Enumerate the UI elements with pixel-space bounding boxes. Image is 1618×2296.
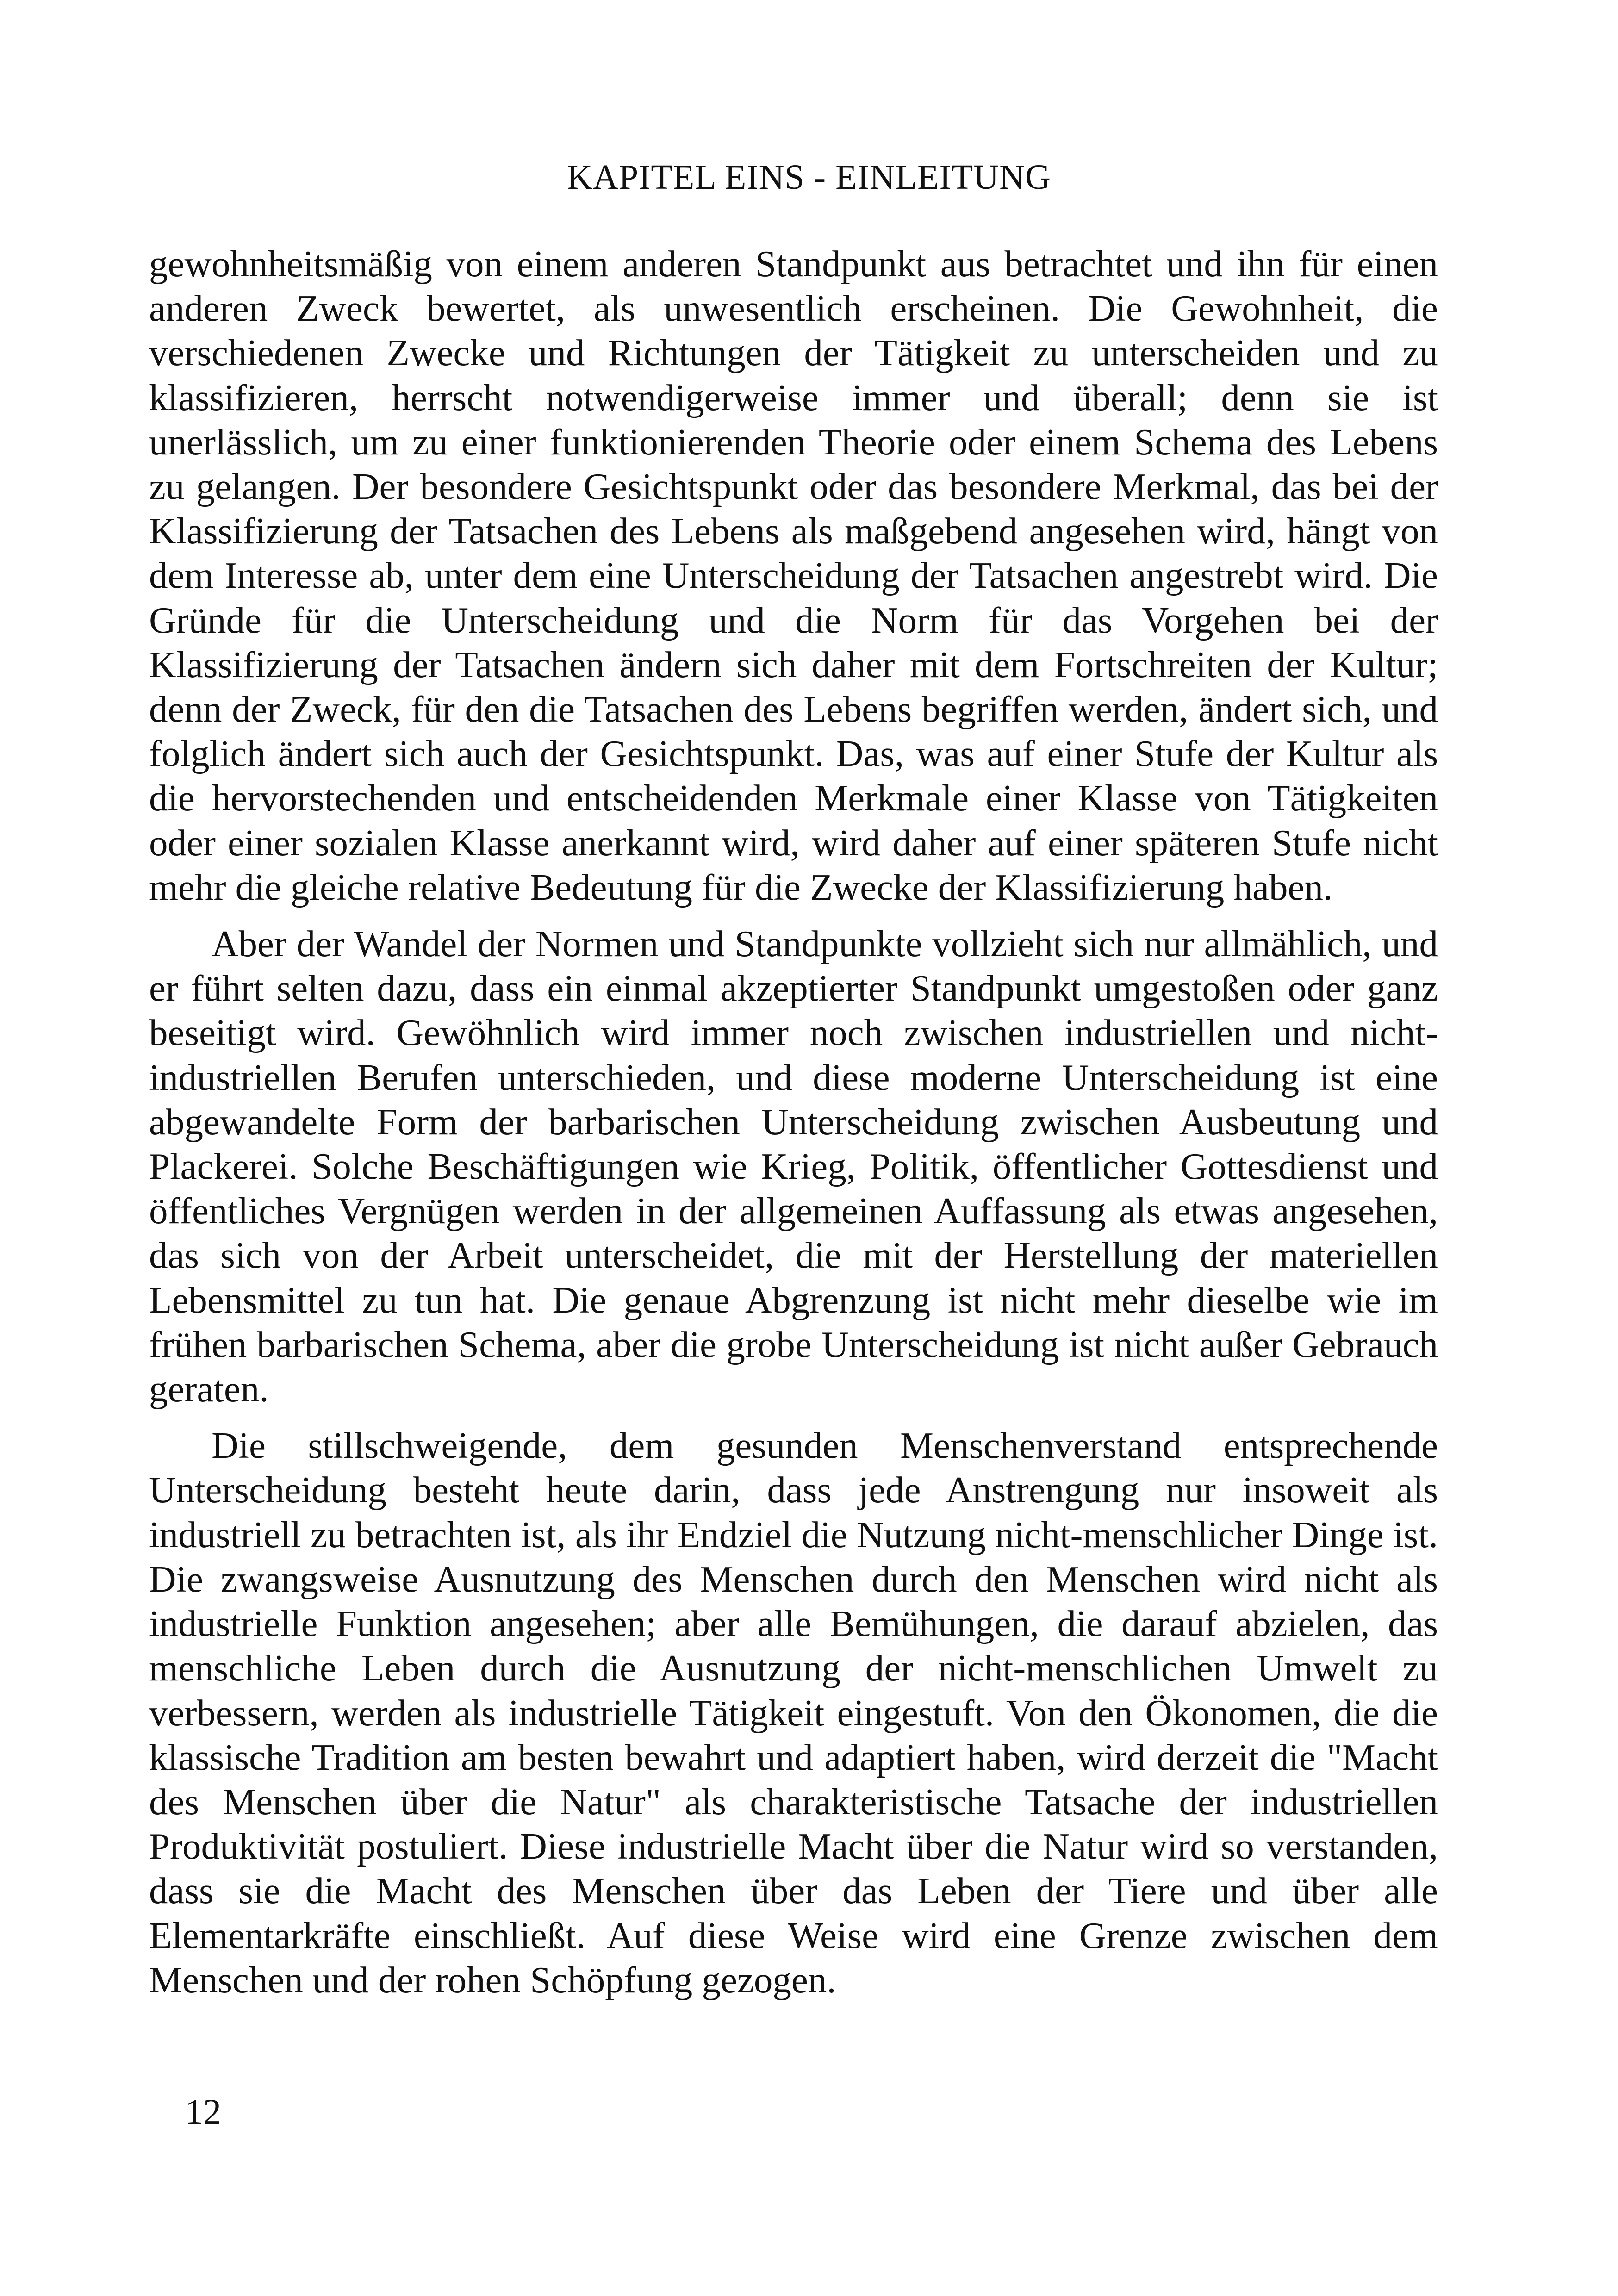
- paragraph-norm-change: Aber der Wandel der Normen und Standpunkte vollzieht sich nur allmählich, und er führt selten dazu, dass ein einmal akzeptierter Standpunkt umgestoßen oder ganz beseitigt wird. Gewöhnlich wird immer noch zwischen industriellen und nicht-industriellen Berufen unterschieden, und diese moderne Unterscheidung ist eine abgewandelte Form der barbarischen Unterscheidung zwischen Ausbeutung und Plackerei. Solche Beschäftigungen wie Krieg, Politik, öffentlicher Gottesdienst und öffentliches Vergnügen werden in der allgemeinen Auffassung als etwas angesehen, das sich von der Arbeit unterscheidet, die mit der Herstellung der materiellen Lebensmittel zu tun hat. Die genaue Abgrenzung ist nicht mehr dieselbe wie im frühen barbarischen Schema, aber die grobe Unterscheidung ist nicht außer Gebrauch geraten.: [149, 923, 1438, 1410]
- page-number: 12: [185, 2091, 221, 2132]
- body-text: [149, 242, 1438, 2002]
- paragraph-continuation: gewohnheitsmäßig von einem anderen Standpunkt aus betrachtet und ihn für einen anderen Zweck bewertet, als unwesentlich erscheinen. Die Gewohnheit, die verschiedenen Zwecke und Richtungen der Tätigkeit zu unterscheiden und zu klassifizieren, herrscht notwendigerweise immer und überall; denn sie ist unerlässlich, um zu einer funktionierenden Theorie oder einem Schema des Lebens zu gelangen. Der besondere Gesichtspunkt oder das besondere Merkmal, das bei der Klassifizierung der Tatsachen des Lebens als maßgebend angesehen wird, hängt von dem Interesse ab, unter dem eine Unterscheidung der Tatsachen angestrebt wird. Die Gründe für die Unterscheidung und die Norm für das Vorgehen bei der Klassifizierung der Tatsachen ändern sich daher mit dem Fortschreiten der Kultur; denn der Zweck, für den die Tatsachen des Lebens begriffen werden, ändert sich, und folglich ändert sich auch der Gesichtspunkt. Das, was auf einer Stufe der Kultur als die hervorstechenden und entscheidenden Merkmale einer Klasse von Tätigkeiten oder einer sozialen Klasse anerkannt wird, wird daher auf einer späteren Stufe nicht mehr die gleiche relative Bedeutung für die Zwecke der Klassifizierung haben.: [149, 243, 1438, 908]
- paragraph-industrial-distinction: Die stillschweigende, dem gesunden Menschenverstand entsprechende Unterscheidung besteht heute darin, dass jede Anstrengung nur insoweit als industriell zu betrachten ist, als ihr Endziel die Nutzung nicht-menschlicher Dinge ist. Die zwangsweise Ausnutzung des Menschen durch den Menschen wird nicht als industrielle Funktion angesehen; aber alle Bemühungen, die darauf abzielen, das menschliche Leben durch die Ausnutzung der nicht-menschlichen Umwelt zu verbessern, werden als industrielle Tätigkeit eingestuft. Von den Ökonomen, die die klassische Tradition am besten bewahrt und adaptiert haben, wird derzeit die "Macht des Menschen über die Natur" als charakteristische Tatsache der industriellen Produktivität postuliert. Diese industrielle Macht über die Natur wird so verstanden, dass sie die Macht des Menschen über das Leben der Tiere und über alle Elementarkräfte einschließt. Auf diese Weise wird eine Grenze zwischen dem Menschen und der rohen Schöpfung gezogen.: [149, 1425, 1438, 2001]
- running-head: KAPITEL EINS - EINLEITUNG: [567, 158, 1051, 197]
